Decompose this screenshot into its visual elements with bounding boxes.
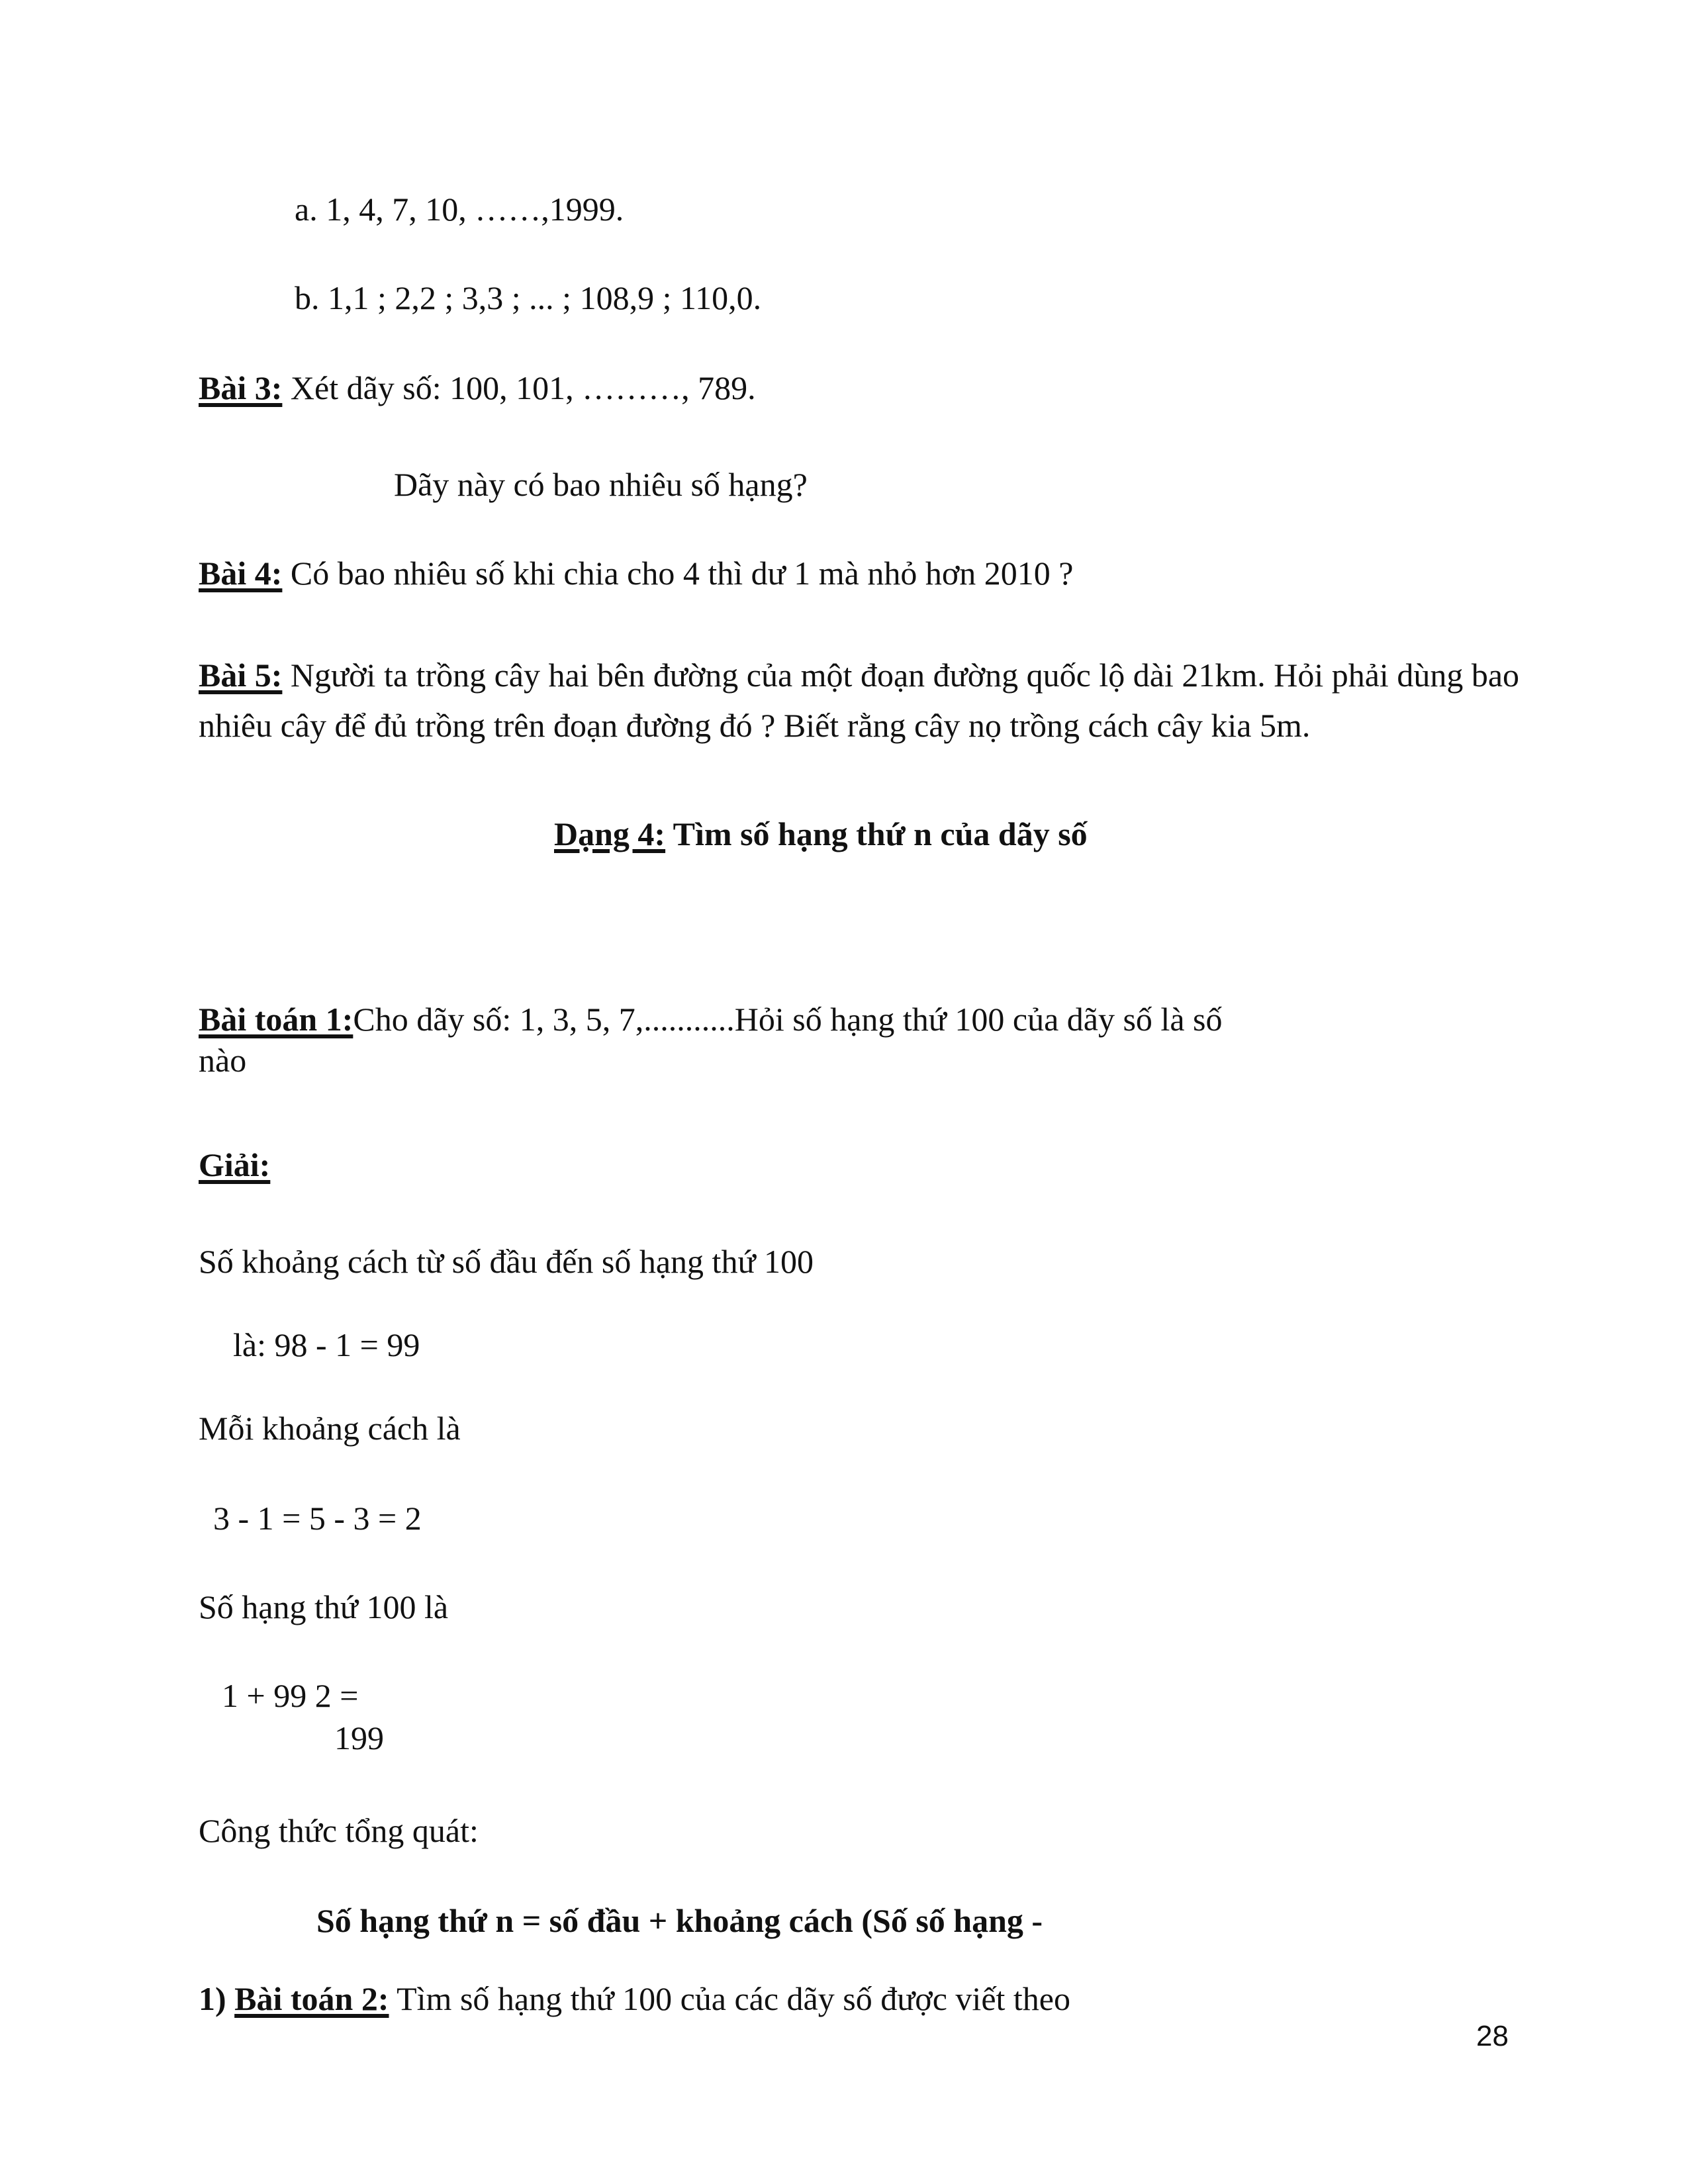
bt2-prefix: 1) (199, 1980, 235, 2017)
bai3-question: Dãy này có bao nhiêu số hạng? (394, 466, 808, 503)
bt1-line2: nào (199, 1042, 247, 1079)
bt1-line1 (199, 999, 1222, 1039)
giai-label (199, 1145, 270, 1185)
solution-s4: 3 - 1 = 5 - 3 = 2 (213, 1500, 422, 1537)
bai4-statement (199, 553, 1073, 593)
solution-s7: Công thức tổng quát: (199, 1812, 479, 1849)
bai3-statement (199, 368, 756, 408)
bai5-text: Người ta trồng cây hai bên đường của một đoạn đường quốc lộ dài 21km. Hỏi phải dùng bao nhiêu cây để đủ trồng trên đoạn đường đó ? Biết rằng cây nọ trồng cách cây kia 5m. (199, 657, 1520, 744)
bai3-text: Xét dãy số: 100, 101, ………, 789. (282, 369, 756, 406)
solution-s1: Số khoảng cách từ số đầu đến số hạng thứ 100 (199, 1243, 814, 1280)
bt2-label: Bài toán 2: (234, 1980, 389, 2017)
bt2-statement (199, 1979, 1070, 2019)
solution-s3: Mỗi khoảng cách là (199, 1410, 461, 1447)
dang4-heading (554, 814, 1088, 854)
bai3-label: Bài 3: (199, 369, 283, 406)
solution-s5: Số hạng thứ 100 là (199, 1588, 449, 1625)
bt1-label: Bài toán 1: (199, 1001, 353, 1038)
bai4-label: Bài 4: (199, 555, 283, 592)
solution-s2: là: 98 - 1 = 99 (233, 1326, 420, 1363)
line-a: a. 1, 4, 7, 10, ……,1999. (295, 191, 624, 228)
giai-text: Giải: (199, 1146, 271, 1183)
bai5-paragraph (199, 650, 1519, 751)
solution-s6b: 199 (334, 1719, 384, 1756)
solution-s6a: 1 + 99 2 = (222, 1677, 359, 1714)
bt1-text: Cho dãy số: 1, 3, 5, 7,...........Hỏi số hạng thứ 100 của dãy số là số (353, 1001, 1223, 1038)
general-formula: Số hạng thứ n = số đầu + khoảng cách (Số số hạng - (316, 1902, 1043, 1939)
dang4-label: Dạng 4: (554, 815, 666, 852)
bai5-label: Bài 5: (199, 657, 283, 694)
line-b: b. 1,1 ; 2,2 ; 3,3 ; ... ; 108,9 ; 110,0. (295, 279, 762, 316)
bt2-text: Tìm số hạng thứ 100 của các dãy số được viết theo (389, 1980, 1070, 2017)
page-number: 28 (1476, 2020, 1509, 2052)
dang4-text: Tìm số hạng thứ n của dãy số (665, 815, 1088, 852)
bai4-text: Có bao nhiêu số khi chia cho 4 thì dư 1 mà nhỏ hơn 2010 ? (282, 555, 1074, 592)
